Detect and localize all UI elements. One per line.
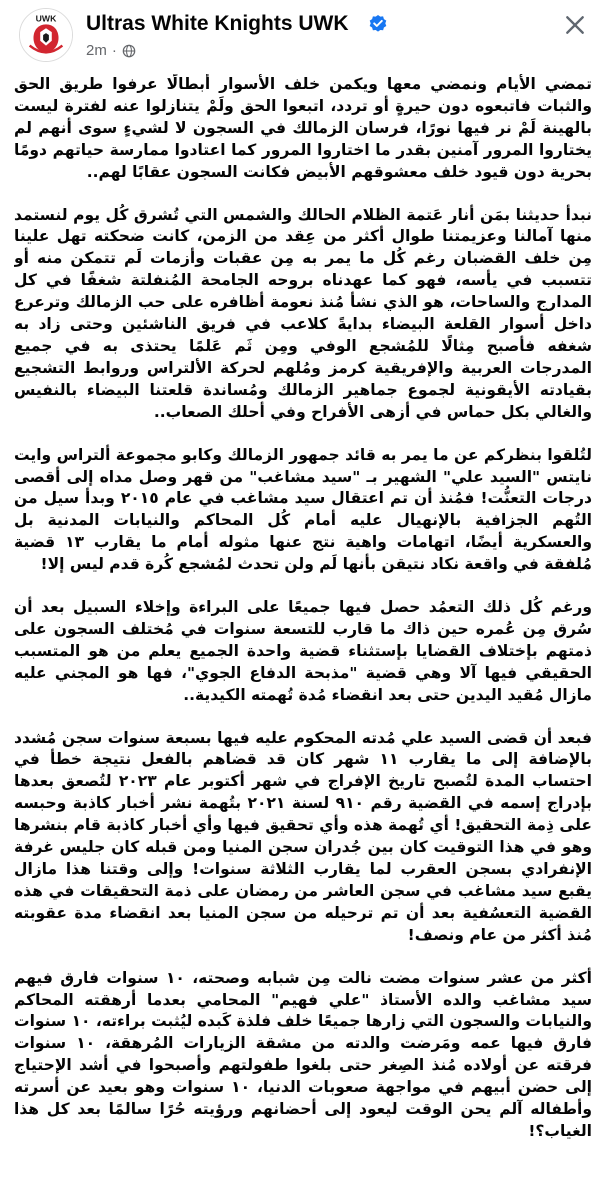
page-name[interactable]: Ultras White Knights UWK [86,12,349,35]
page-avatar[interactable] [19,8,73,62]
avatar-label: UWK [35,13,57,24]
post-meta [86,42,136,59]
meta-separator: · [111,42,117,59]
post-paragraph-5: فبعد أن قضى السيد علي مُدته المحكوم عليه فيها بسبعة سنوات سجن مُشدد بالإضافة إلى ما يقارب ١١ شهر كان قد قضاهم بالفعل نتيجة خطأ في احتساب المدة لتُصبح تاريخ الإفراج في شهر أكتوبر عام ٢٠٢٣ لتُصعق بعدها بإدراج إسمه في القضية رقم ٩١٠ لسنة ٢٠٢١ بتُهمة نشر أخبار كاذبة وحبسه على ذِمة التحقيق! أي تُهمة هذه وأي تحقيق فيها وأي أخبار كاذبة قام بنشرها وهو في هذا التوقيت كان بين جُدران سجن المنيا ومن قبله كان جليس غرفة الإنفرادي بسجن العقرب لما يقارب الثلاثة سنوات! وإلى وقتنا هذا مازال يقبع سيد مشاغب في سجن العاشر من رمضان على ذمة التحقيقات في هذه القضية التعسُفية بعد أن تم ترحيله من سجن المنيا بعد انقضاء مدة عقوبته مُنذ أكثر من عام ونصف! [14,728,592,944]
post-paragraph-4: ورغم كُل ذلك التعمُد حصل فيها جميعًا على البراءة وإخلاء السبيل بعد أن سُرق مِن عُمره حين ذاك ما قارب للتسعة سنوات في مُختلف السجون على ذمتهم بإختلاف القضايا بإستثناء قضية واحدة الجميع يعلم من هو المتسبب الحقيقي فيها آلا وهي قضية "مذبحة الدفاع الجوي"، فها هو المجني عليه مازال مُقيد اليدين حتى بعد انقضاء مُدة تُهمته الكيدية.. [14,598,592,704]
uwk-logo-icon [20,9,72,61]
post-header [0,0,606,66]
post-paragraph-3: لتُلقوا بنظركم عن ما يمر به قائد جمهور الزمالك وكابو مجموعة ألتراس وايت نايتس "السيد علي" الشهير بـ "سيد مشاغب" من قهر وصل مداه إلى أقصى درجات التعنُّت! فمُنذ أن تم اعتقال سيد مشاغب في عام ٢٠١٥ وبدأ سيل من التُهم الجزافية بالإنهيال عليه أمام كُل المحاكم والنيابات المدنية بل والعسكرية أيضًا، اتهامات واهية نتج عنها مثوله أمام ما يقارب ١٣ قضية مُلفقة في واقعة نكاد نتيقن بأنها لَم ولن تحدث لمُشجع كُرة قدم ليس إلا! [14,445,592,574]
globe-icon[interactable] [122,44,136,58]
post-paragraph-1: تمضي الأيام ونمضي معها ويكمن خلف الأسوار أبطالًا عرفوا طريق الحق والثبات فاتبعوه دون حيرةٍ أو تردد، اتبعوا الحق ولَمْ يتنازلوا عنه لفترة ليست بالهينة لَمْ نر فيها نورًا، فرسان الزمالك في السجون لا لشيءٍ سوى أنهم لم يختاروا المرور آمنين بقدر ما اختاروا المرور كما اعتادوا ممارسة حياتهم دومًا بحرية دون قيود خلف معشوقهم الأبيض فكانت السجون عقابًا لهم.. [14,75,592,181]
close-icon [564,14,586,36]
verified-badge-icon [368,14,388,34]
post-time[interactable]: 2m [86,42,107,59]
post-body [14,74,592,1196]
post-paragraph-2: نبدأ حديثنا بمَن أنار عَتمة الظلام الحالك والشمس التي تُشرق كُل يوم لنستمد منها آمالنا وعزيمتنا طوال أكثر من عِقد من الزمن، كانت ضحكته تهل علينا مِن خلف القضبان رغم كُل ما يمر به مِن عقبات وأزمات لَم تتمكن منه أو تتسبب في يأسه، فهو كما عهدناه بروحه الجامحة المُنفلتة شغفًا في كل المدارج والساحات، هو الذي نشأ مُنذ نعومة أظافره على حب الزمالك وترعرع داخل أسوار القلعة البيضاء بدايةً كلاعب في فريق الناشئين وحتى زاد به شغفه فأصبح مِثالًا للمُشجع الوفي ومِن ثَم عَلمًا يحتذى به في جميع المدرجات العربية والإفريقية كرمز ومُلهم لحركة الألتراس وروابط التشجيع بقيادته الأيقونية لجموع جماهير الزمالك ومُساندة قلعتنا البيضاء بالنفيس والغالي بكل حماس في أزهى الأفراح وفي أحلك الصعاب.. [14,205,592,421]
post-paragraph-6: أكثر من عشر سنوات مضت نالت مِن شبابه وصحته، ١٠ سنوات فارق فيهم سيد مشاغب والده الأستاذ "علي فهيم" المحامي بعدما أرهقته المحاكم والنيابات والسجون التي زارها جميعًا خلف فلذة كَبده ليُثبت براءته، ١٠ سنوات فارق فيها عمه ومَرضت والدته من مشقة الزيارات المُرهقة، ١٠ سنوات فرقته عن أولاده مُنذ الصِغر حتى بلغوا طفولتهم وأصبحوا في أشد الإحتياج إلى حضن أبيهم في مواجهة صعوبات الدنيا، ١٠ سنوات وهو بعيد عن أسرته وأطفاله آلم يحن الوقت ليعود إلى أحضانهم ورؤيته حُرًا سالمًا بعد كل هذا الغياب؟! [14,968,592,1140]
close-button[interactable] [560,10,590,40]
